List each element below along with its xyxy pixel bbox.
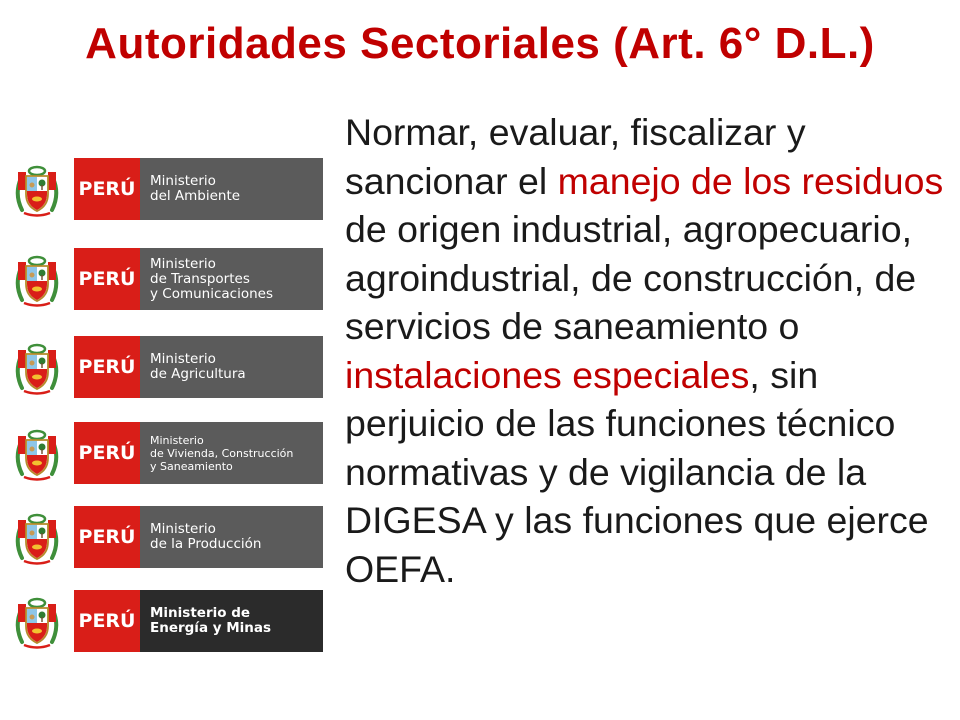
peru-coat-of-arms-icon — [12, 342, 62, 396]
ministry-name — [140, 158, 323, 220]
ministry-name — [140, 506, 323, 568]
peru-coat-of-arms-icon — [12, 428, 62, 482]
ministry-logo-produccion — [8, 506, 323, 568]
ministry-logo-energia — [8, 590, 323, 652]
body-segment: de origen industrial, agropecuario, agroindustrial, de construcción, de servicios de saneamiento o — [345, 208, 917, 347]
ministry-logo-ambiente — [8, 158, 323, 220]
ministry-logo-vivienda — [8, 422, 323, 484]
ministry-logo-agricultura — [8, 336, 323, 398]
ministry-name-line: y Comunicaciones — [150, 285, 274, 302]
ministry-name-line: Ministerio — [150, 351, 216, 367]
body-segment: , sin perjuicio de las funciones técnico normativas y de vigilancia de la DIGESA y las funciones que ejerce OEFA. — [345, 353, 929, 590]
peru-label: PERÚ — [74, 248, 140, 310]
ministry-logo-transportes — [8, 248, 323, 310]
peru-label: PERÚ — [74, 158, 140, 220]
ministry-name — [140, 336, 323, 398]
ministry-name — [140, 422, 323, 484]
ministry-name-line: Ministerio de — [150, 605, 251, 621]
ministry-name-line: de Transportes — [150, 270, 250, 287]
peru-label: PERÚ — [74, 506, 140, 568]
ministry-name-line: Ministerio — [150, 433, 204, 447]
ministry-name-line: Energía y Minas — [150, 620, 272, 636]
body-segment: Normar, evaluar, fiscalizar y sancionar el — [345, 111, 806, 202]
peru-coat-of-arms-icon — [12, 512, 62, 566]
ministry-name-line: Ministerio — [150, 173, 216, 189]
ministry-logos — [0, 0, 330, 720]
ministry-name-line: Ministerio — [150, 521, 216, 537]
ministry-name-line: del Ambiente — [150, 188, 241, 204]
peru-coat-of-arms-icon — [12, 164, 62, 218]
peru-coat-of-arms-icon — [12, 596, 62, 650]
ministry-name-line: y Saneamiento — [150, 459, 233, 473]
highlight-manejo-residuos: manejo de los residuos — [557, 159, 944, 202]
highlight-instalaciones-especiales: instalaciones especiales — [345, 353, 750, 396]
slide-title: Autoridades Sectoriales (Art. 6° D.L.) — [85, 19, 875, 68]
peru-label: PERÚ — [74, 422, 140, 484]
ministry-name-line: de la Producción — [150, 536, 262, 552]
peru-coat-of-arms-icon — [12, 254, 62, 308]
ministry-name-line: de Agricultura — [150, 366, 246, 382]
ministry-name-line: de Vivienda, Construcción — [150, 446, 294, 460]
peru-label: PERÚ — [74, 336, 140, 398]
ministry-name-line: Ministerio — [150, 255, 216, 272]
ministry-name — [140, 248, 323, 310]
body-paragraph — [345, 108, 955, 593]
ministry-name — [140, 590, 323, 652]
peru-label: PERÚ — [74, 590, 140, 652]
